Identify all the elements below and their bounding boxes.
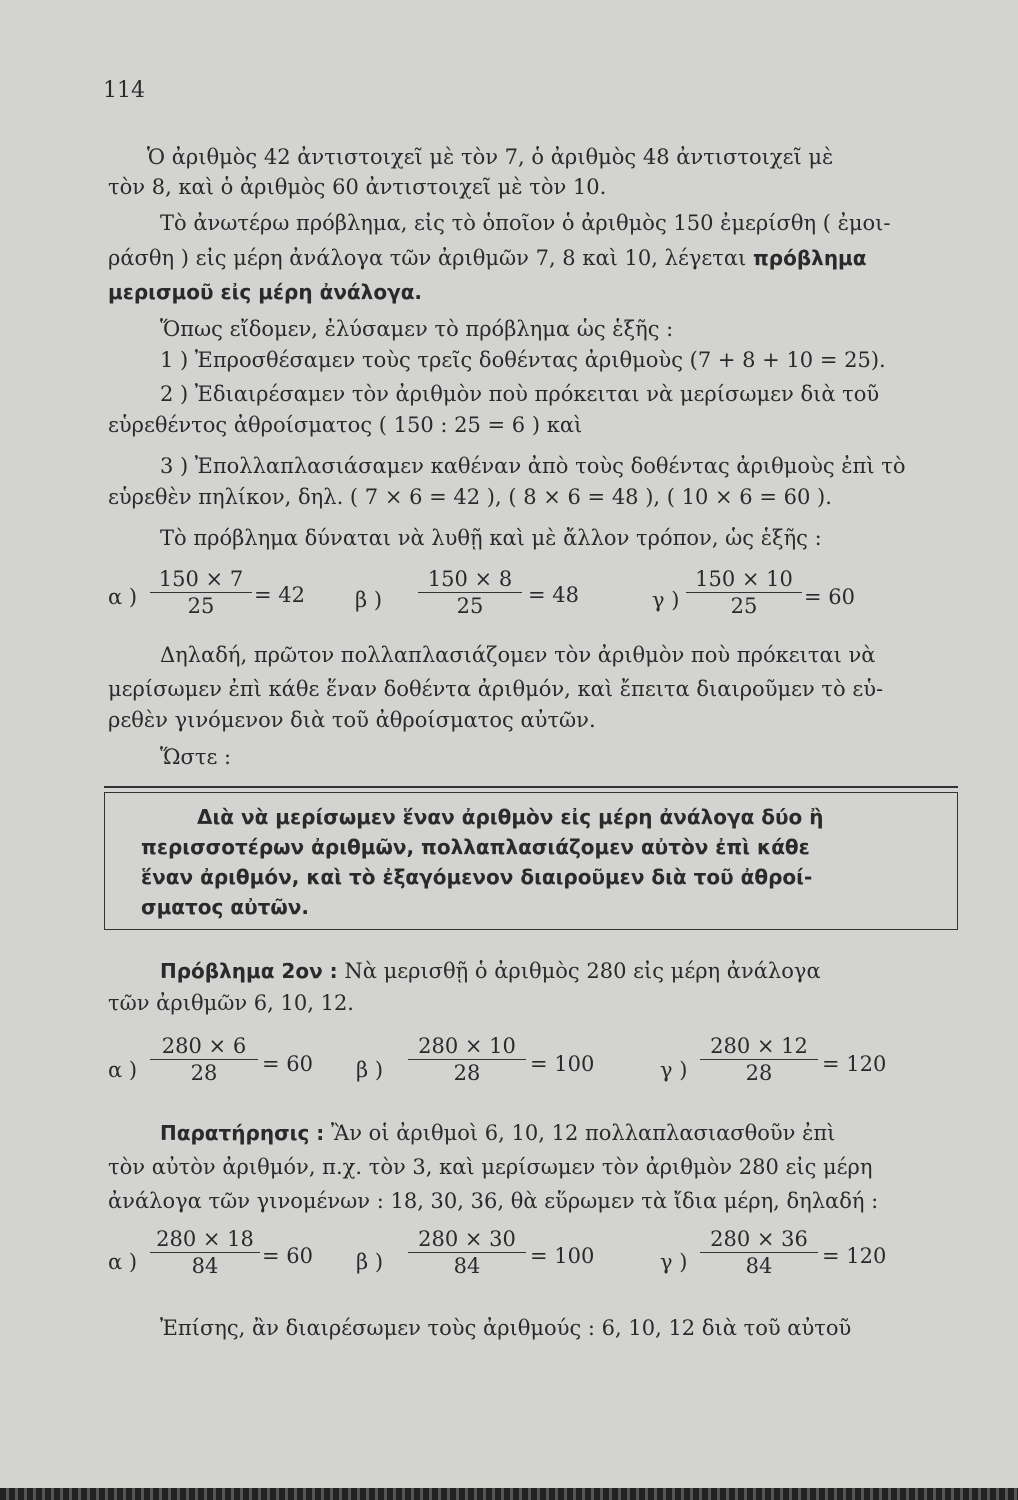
formula2b-label: β ) [356,1058,384,1082]
formula1c-fraction [686,566,802,619]
problem2-title: Πρόβλημα 2ον : [160,959,338,983]
step-1: 1 ) Ἐπροσθέσαμεν τοὺς τρεῖς δοθέντας ἀριθμοὺς (7 + 8 + 10 = 25). [160,348,886,372]
formula3c-denominator: 84 [700,1252,818,1279]
formula2b-denominator: 28 [408,1059,526,1086]
formula1b-fraction [418,566,522,619]
formula3b-label: β ) [356,1250,384,1274]
rule-line2: περισσοτέρων ἀριθμῶν, πολλαπλασιάζομεν αὐτὸν ἐπὶ κάθε [141,835,810,859]
rule-box [104,792,958,930]
formula2a-result: = 60 [262,1052,313,1076]
formula3c-numerator: 280 × 36 [710,1227,808,1251]
formula1c-numerator: 150 × 10 [695,567,793,591]
formula2a-denominator: 28 [150,1059,258,1086]
box-top-rule [104,786,958,788]
steps-intro: Ὅπως εἴδομεν, ἐλύσαμεν τὸ πρόβλημα ὡς ἑξῆς : [160,317,674,341]
formula2c-numerator: 280 × 12 [710,1034,808,1058]
formula1a-denominator: 25 [150,592,252,619]
remark-line3: ἀνάλογα τῶν γινομένων : 18, 30, 36, θὰ εὕρωμεν τὰ ἴδια μέρη, δηλαδή : [108,1189,879,1213]
formula3b-denominator: 84 [408,1252,526,1279]
formula1a-fraction [150,566,252,619]
paragraph3-line1: Δηλαδή, πρῶτον πολλαπλασιάζομεν τὸν ἀριθμὸν ποὺ πρόκειται νὰ [160,643,876,667]
paragraph3-line3: ρεθὲν γινόμενον διὰ τοῦ ἀθροίσματος αὐτῶν. [108,708,596,732]
formula3a-denominator: 84 [150,1252,260,1279]
formula3b-result: = 100 [530,1244,595,1268]
formula2c-result: = 120 [822,1052,887,1076]
scan-edge [0,1488,1018,1500]
paragraph3-line4: Ὥστε : [160,745,232,769]
formula3a-result: = 60 [262,1244,313,1268]
paragraph1-line2: τὸν 8, καὶ ὁ ἀριθμὸς 60 ἀντιστοιχεῖ μὲ τὸν 10. [108,175,607,199]
formula3b-fraction [408,1226,526,1279]
formula2c-denominator: 28 [700,1059,818,1086]
formula2c-label: γ ) [660,1058,688,1082]
formula3a-numerator: 280 × 18 [156,1227,254,1251]
remark-text: Ἂν οἱ ἀριθμοὶ 6, 10, 12 πολλαπλασιασθοῦν ἐπὶ [324,1121,836,1145]
formula1b-label: β ) [355,588,383,612]
rule-line3: ἕναν ἀριθμόν, καὶ τὸ ἐξαγόμενον διαιροῦμεν διὰ τοῦ ἀθροί- [141,865,813,889]
problem2-text: Νὰ μερισθῇ ὁ ἀριθμὸς 280 εἰς μέρη ἀνάλογα [337,959,821,983]
formula1a-result: = 42 [254,583,305,607]
remark-title: Παρατήρησις : [160,1121,325,1145]
step-3-line1: 3 ) Ἐπολλαπλασιάσαμεν καθέναν ἀπὸ τοὺς δοθέντας ἀριθμοὺς ἐπὶ τὸ [160,454,906,478]
formula1b-numerator: 150 × 8 [427,567,513,591]
paragraph1-line1: Ὁ ἀριθμὸς 42 ἀντιστοιχεῖ μὲ τὸν 7, ὁ ἀριθμὸς 48 ἀντιστοιχεῖ μὲ [147,145,834,169]
formula2a-label: α ) [108,1058,138,1082]
formula3c-result: = 120 [822,1244,887,1268]
page-number: 114 [103,78,145,103]
formula2b-numerator: 280 × 10 [418,1034,516,1058]
paragraph2-line1: Τὸ ἀνωτέρω πρόβλημα, εἰς τὸ ὁποῖον ὁ ἀριθμὸς 150 ἐμερίσθη ( ἐμοι- [160,211,891,235]
paragraph2-line2 [108,243,867,273]
other-method: Τὸ πρόβλημα δύναται νὰ λυθῇ καὶ μὲ ἄλλον τρόπον, ὡς ἑξῆς : [160,526,822,550]
term-division: μερισμοῦ εἰς μέρη ἀνάλογα. [108,280,423,304]
formula2a-numerator: 280 × 6 [161,1034,247,1058]
problem2-line2: τῶν ἀριθμῶν 6, 10, 12. [108,991,354,1015]
formula2c-fraction [700,1033,818,1086]
step-2-line2: εὑρεθέντος ἀθροίσματος ( 150 : 25 = 6 ) καὶ [108,413,583,437]
step-2-line1: 2 ) Ἐδιαιρέσαμεν τὸν ἀριθμὸν ποὺ πρόκειται νὰ μερίσωμεν διὰ τοῦ [160,382,880,406]
step-3-line2: εὑρεθὲν πηλίκον, δηλ. ( 7 × 6 = 42 ), ( 8 × 6 = 48 ), ( 10 × 6 = 60 ). [108,485,832,509]
formula2b-result: = 100 [530,1052,595,1076]
paragraph3-line2: μερίσωμεν ἐπὶ κάθε ἕναν δοθέντα ἀριθμόν, καὶ ἔπειτα διαιροῦμεν τὸ εὑ- [108,677,884,701]
formula1a-numerator: 150 × 7 [158,567,244,591]
formula1c-label: γ ) [652,588,680,612]
formula2b-fraction [408,1033,526,1086]
remark-line1 [160,1118,835,1148]
formula3a-label: α ) [108,1250,138,1274]
formula3c-fraction [700,1226,818,1279]
paragraph2-text: ράσθη ) εἰς μέρη ἀνάλογα τῶν ἀριθμῶν 7, 8 καὶ 10, λέγεται [108,246,753,270]
formula1b-result: = 48 [528,583,579,607]
remark-line2: τὸν αὐτὸν ἀριθμόν, π.χ. τὸν 3, καὶ μερίσωμεν τὸν ἀριθμὸν 280 εἰς μέρη [108,1155,873,1179]
paragraph2-line3 [108,277,422,307]
rule-line1: Διὰ νὰ μερίσωμεν ἕναν ἀριθμὸν εἰς μέρη ἀνάλογα δύο ἢ [197,805,824,829]
problem2-line1 [160,956,821,986]
term-problem: πρόβλημα [752,246,867,270]
formula1a-label: α ) [108,585,138,609]
formula1c-result: = 60 [804,585,855,609]
formula3b-numerator: 280 × 30 [418,1227,516,1251]
rule-line4: σματος αὐτῶν. [141,895,309,919]
formula1c-denominator: 25 [686,592,802,619]
formula3c-label: γ ) [660,1250,688,1274]
formula2a-fraction [150,1033,258,1086]
final-line: Ἐπίσης, ἂν διαιρέσωμεν τοὺς ἀριθμούς : 6, 10, 12 διὰ τοῦ αὐτοῦ [160,1316,852,1340]
formula1b-denominator: 25 [418,592,522,619]
formula3a-fraction [150,1226,260,1279]
